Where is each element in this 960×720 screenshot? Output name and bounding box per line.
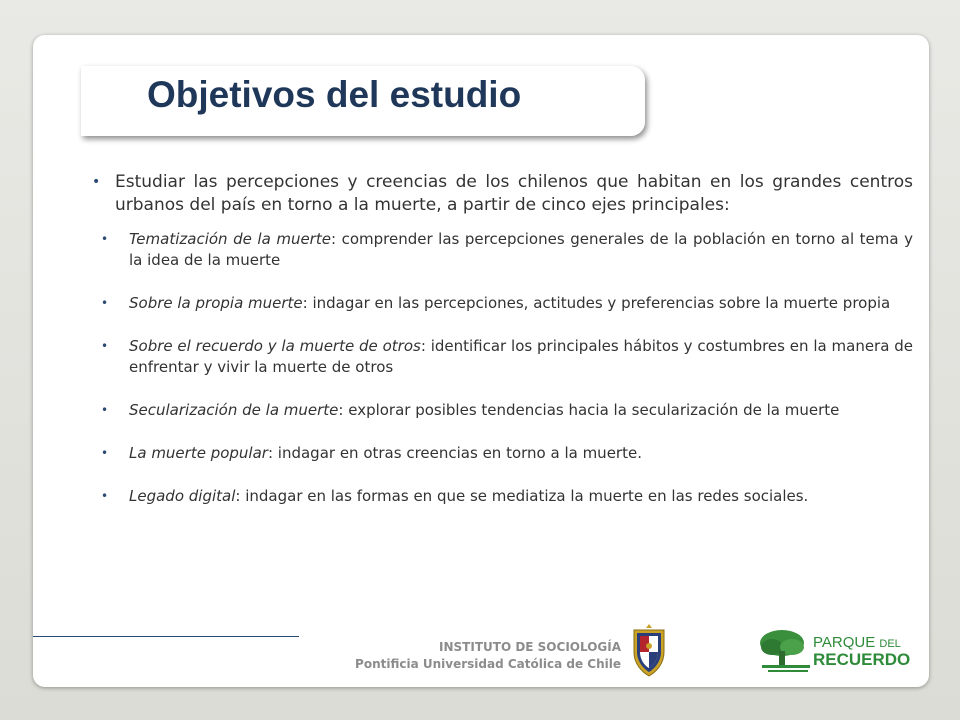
sub-bullet-term: La muerte popular — [129, 444, 268, 462]
bullet-icon: • — [101, 489, 109, 503]
sub-bullet-term: Tematización de la muerte — [129, 230, 331, 248]
title-box — [81, 66, 645, 136]
park-logo-word-1 — [813, 634, 901, 651]
tree-logo-icon — [758, 627, 812, 675]
sub-bullet-text: : indagar en las percepciones, actitudes y preferencias sobre la muerte propia — [302, 294, 891, 312]
park-logo-word-2: RECUERDO — [813, 650, 911, 669]
slide-card — [33, 35, 929, 687]
slide-title: Objetivos del estudio — [147, 74, 522, 115]
footer-divider — [33, 636, 299, 637]
bullet-icon: • — [92, 174, 101, 190]
park-logo-del: DEL — [879, 638, 901, 650]
footer-university: Pontificia Universidad Católica de Chile — [355, 657, 621, 671]
sub-bullet-text: : comprender las percepciones generales de la población en torno al tema y la idea de la muerte — [129, 230, 914, 269]
park-logo — [758, 627, 911, 675]
bullet-icon: • — [101, 446, 109, 460]
sub-bullet-list — [83, 229, 913, 507]
sub-bullet-text: : indagar en otras creencias en torno a la muerte. — [267, 444, 642, 462]
sub-bullet-term: Legado digital — [129, 487, 236, 505]
footer-institute: INSTITUTO DE SOCIOLOGÍA — [439, 640, 621, 654]
bullet-icon: • — [101, 403, 109, 417]
sub-bullet-item — [101, 293, 913, 314]
sub-bullet-item — [101, 229, 914, 271]
main-bullet — [83, 171, 913, 217]
footer-institution — [303, 639, 621, 673]
sub-bullet-item — [101, 400, 913, 421]
slide-content — [83, 171, 913, 529]
bullet-icon: • — [101, 232, 109, 246]
sub-bullet-text: : explorar posibles tendencias hacia la secularización de la muerte — [338, 401, 840, 419]
park-logo-parque: PARQUE — [813, 634, 876, 651]
sub-bullet-item — [101, 336, 913, 378]
sub-bullet-text: : identificar los principales hábitos y costumbres en la manera de enfrentar y vivir la muerte de otros — [129, 337, 913, 376]
bullet-icon: • — [101, 339, 109, 353]
sub-bullet-item — [101, 443, 913, 464]
university-crest-icon — [626, 622, 672, 678]
sub-bullet-item — [101, 486, 913, 507]
sub-bullet-text: : indagar en las formas en que se mediatiza la muerte en las redes sociales. — [235, 487, 809, 505]
sub-bullet-term: Sobre el recuerdo y la muerte de otros — [129, 337, 421, 355]
bullet-icon: • — [101, 296, 109, 310]
main-bullet-text: Estudiar las percepciones y creencias de los chilenos que habitan en los grandes centros urbanos del país en torno a la muerte, a partir de cinco ejes principales: — [115, 172, 913, 215]
sub-bullet-term: Secularización de la muerte — [129, 401, 339, 419]
sub-bullet-term: Sobre la propia muerte — [129, 294, 303, 312]
